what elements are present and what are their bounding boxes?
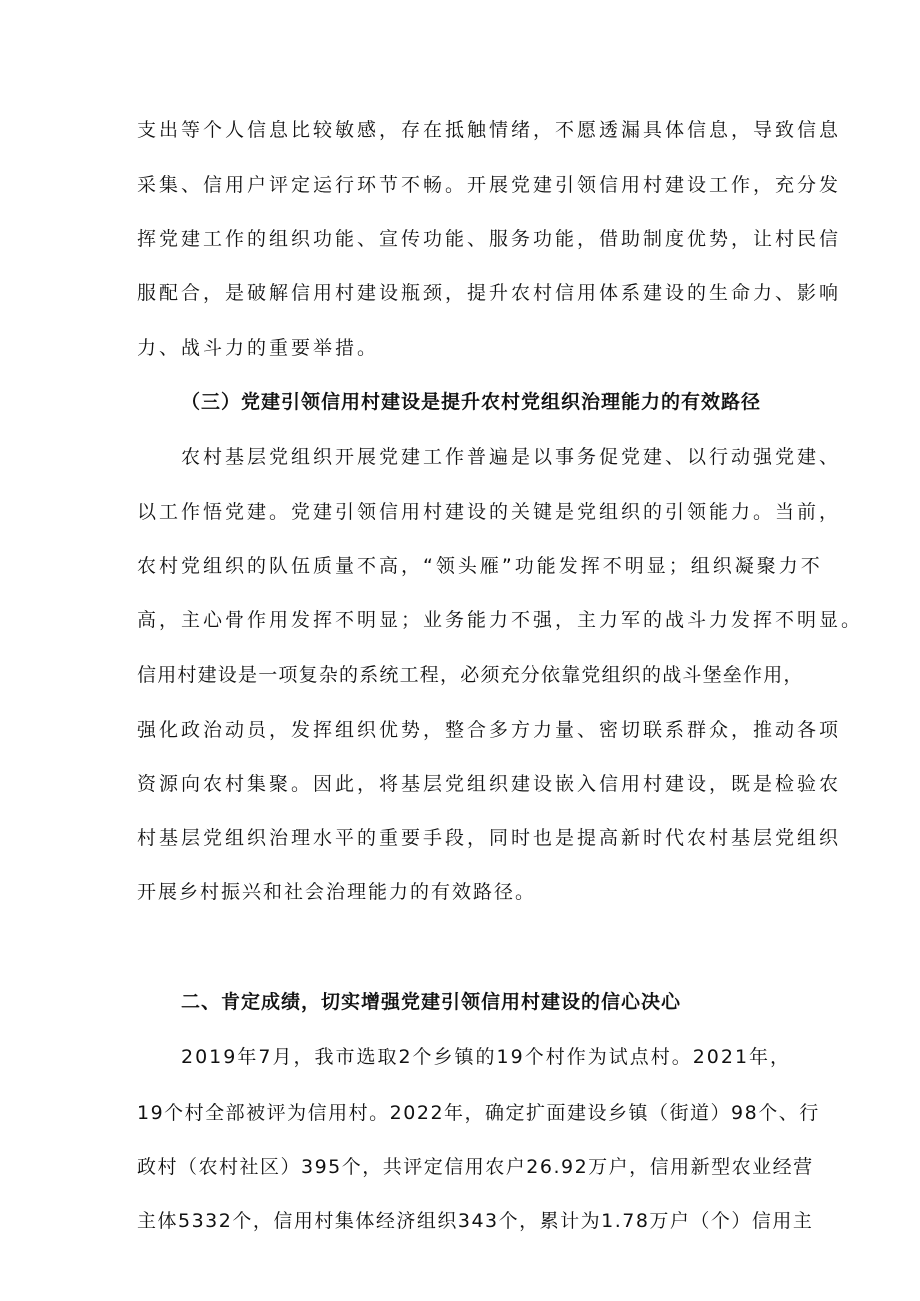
paragraph-line: 农村党组织的队伍质量不高，“领头雁”功能发挥不明显；组织凝聚力不 [137, 555, 823, 577]
paragraph-line: 政村（农村社区）395个，共评定信用农户26.92万户，信用新型农业经营 [137, 1156, 814, 1178]
section-heading: （三）党建引领信用村建设是提升农村党组织治理能力的有效路径 [181, 391, 762, 413]
paragraph-line: 信用村建设是一项复杂的系统工程，必须充分依靠党组织的战斗堡垒作用， [137, 664, 804, 686]
paragraph-line: 支出等个人信息比较敏感，存在抵触情绪，不愿透漏具体信息，导致信息 [137, 119, 842, 141]
paragraph-line: 高，主心骨作用发挥不明显；业务能力不强，主力军的战斗力发挥不明显。 [137, 609, 864, 631]
paragraph-line: 资源向农村集聚。因此，将基层党组织建设嵌入信用村建设，既是检验农 [137, 773, 842, 795]
paragraph-line: 服配合，是破解信用村建设瓶颈，提升农村信用体系建设的生命力、影响 [137, 282, 842, 304]
paragraph-line: 开展乡村振兴和社会治理能力的有效路径。 [137, 881, 537, 903]
paragraph-line: 以工作悟党建。党建引领信用村建设的关键是党组织的引领能力。当前， [137, 501, 842, 523]
paragraph-line: 挥党建工作的组织功能、宣传功能、服务功能，借助制度优势，让村民信 [137, 228, 842, 250]
paragraph-line: 主体5332个，信用村集体经济组织343个，累计为1.78万户（个）信用主 [137, 1210, 814, 1232]
paragraph-line: 强化政治动员，发挥组织优势，整合多方力量、密切联系群众，推动各项 [137, 719, 842, 741]
paragraph-line: 19个村全部被评为信用村。2022年，确定扩面建设乡镇（街道）98个、行 [137, 1102, 820, 1124]
chapter-heading: 二、肯定成绩，切实增强党建引领信用村建设的信心决心 [181, 991, 682, 1013]
paragraph-line: 村基层党组织治理水平的重要手段，同时也是提高新时代农村基层党组织 [137, 827, 842, 849]
paragraph-line: 农村基层党组织开展党建工作普遍是以事务促党建、以行动强党建、 [181, 446, 842, 468]
paragraph-line: 2019年7月，我市选取2个乡镇的19个村作为试点村。2021年， [181, 1046, 792, 1068]
paragraph-line: 力、战斗力的重要举措。 [137, 337, 380, 359]
paragraph-line: 采集、信用户评定运行环节不畅。开展党建引领信用村建设工作，充分发 [137, 174, 842, 196]
